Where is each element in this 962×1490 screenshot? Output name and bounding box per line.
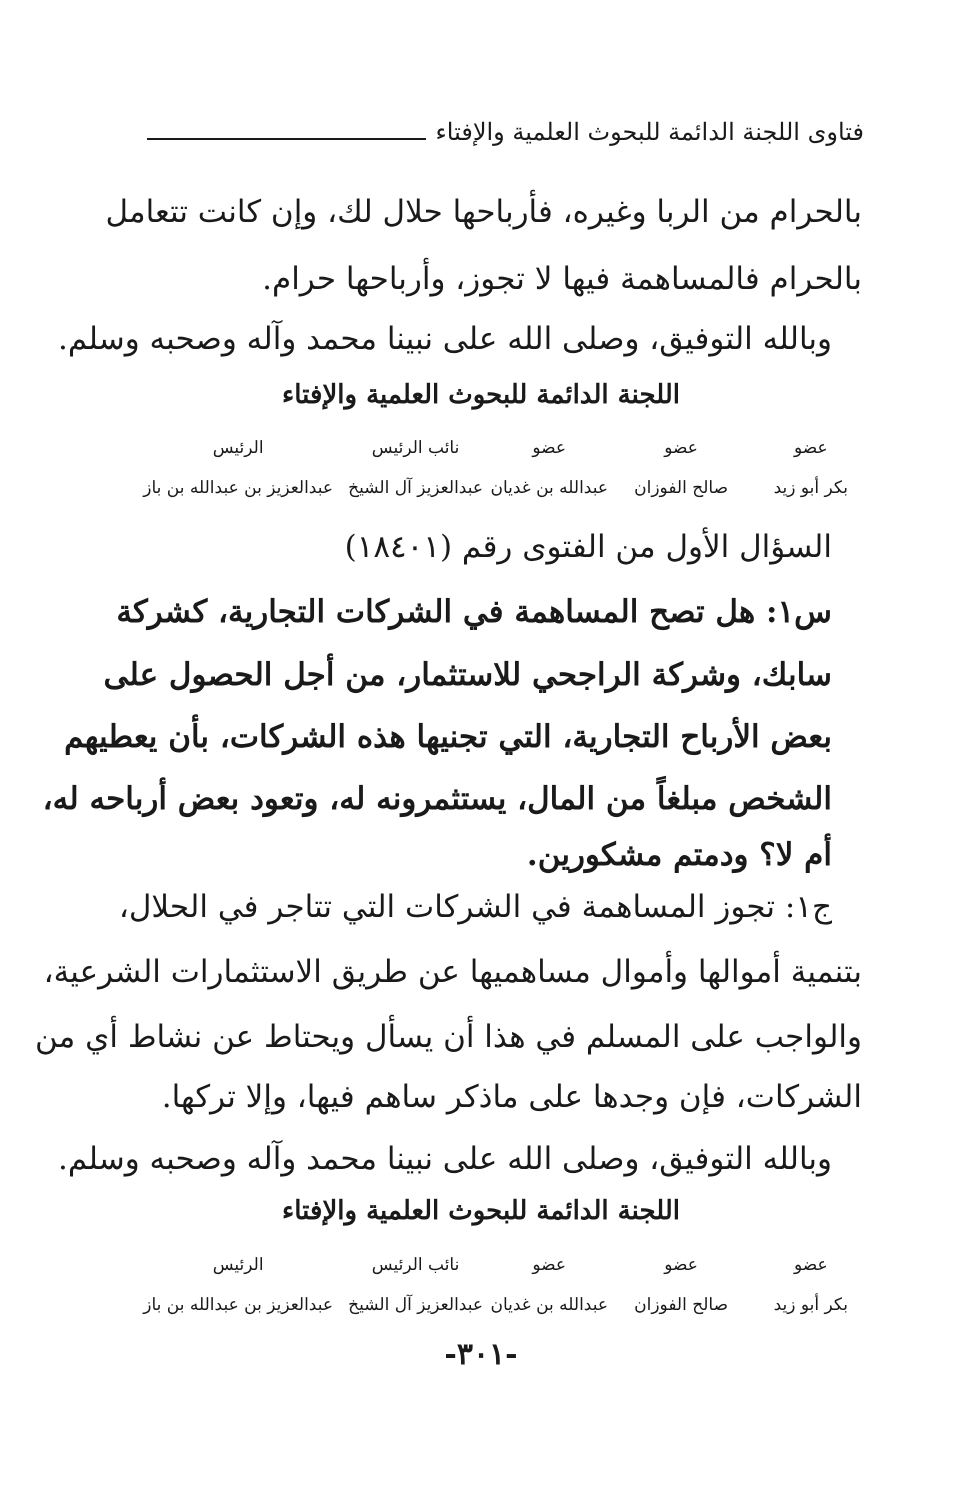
signatory-role: الرئيس [212, 438, 264, 458]
signatory-4 [348, 433, 483, 503]
question-line-4: الشخص مبلغاً من المال، يستثمرونه له، وتعود بعض أرباحه له، [42, 781, 832, 817]
question-line-3: بعض الأرباح التجارية، التي تجنيها هذه الشركات، بأن يعطيهم [64, 719, 832, 755]
question-line-1: س١: هل تصح المساهمة في الشركات التجارية، كشركة [116, 594, 832, 630]
signatory-3 [490, 1250, 608, 1320]
fatwa1-signatories [138, 433, 848, 503]
signatory-1 [774, 1250, 848, 1320]
signatory-role: عضو [664, 438, 698, 458]
answer-line-4: الشركات، فإن وجدها على ماذكر ساهم فيها، وإلا تركها. [161, 1079, 862, 1115]
answer-line-1: ج١: تجوز المساهمة في الشركات التي تتاجر في الحلال، [118, 889, 832, 925]
signatory-role: عضو [793, 1255, 828, 1275]
fatwa2-signatories [138, 1250, 848, 1320]
header-rule [147, 138, 426, 140]
signatory-role: نائب الرئيس [371, 438, 460, 458]
signatory-name: صالح الفوزان [634, 1295, 728, 1315]
signatory-name: عبدالعزيز آل الشيخ [348, 478, 483, 498]
fatwa1-committee-title: اللجنة الدائمة للبحوث العلمية والإفتاء [282, 380, 680, 410]
signatory-4 [348, 1250, 483, 1320]
fatwa2-closing: وبالله التوفيق، وصلى الله على نبينا محمد وآله وصحبه وسلم. [57, 1141, 832, 1177]
signatory-5 [143, 433, 333, 503]
answer-line-2: بتنمية أموالها وأموال مساهميها عن طريق الاستثمارات الشرعية، [43, 954, 862, 990]
signatory-5 [143, 1250, 333, 1320]
fatwa2-committee-title: اللجنة الدائمة للبحوث العلمية والإفتاء [282, 1196, 680, 1226]
fatwa2-heading: السؤال الأول من الفتوى رقم (١٨٤٠١) [344, 529, 832, 565]
signatory-name: عبدالله بن غديان [490, 478, 608, 498]
signatory-name: عبدالله بن غديان [490, 1295, 608, 1315]
signatory-2 [634, 1250, 728, 1320]
fatwa1-closing: وبالله التوفيق، وصلى الله على نبينا محمد وآله وصحبه وسلم. [57, 321, 832, 357]
question-line-2: سابك، وشركة الراجحي للاستثمار، من أجل الحصول على [103, 657, 832, 693]
signatory-role: عضو [532, 1255, 567, 1275]
header-title: فتاوى اللجنة الدائمة للبحوث العلمية والإفتاء [435, 118, 864, 146]
signatory-2 [634, 433, 728, 503]
running-header [147, 112, 864, 152]
signatory-role: نائب الرئيس [371, 1255, 460, 1275]
signatory-name: بكر أبو زيد [773, 1295, 848, 1315]
fatwa1-line-2: بالحرام فالمساهمة فيها لا تجوز، وأرباحها حرام. [262, 261, 862, 297]
question-line-5: أم لا؟ ودمتم مشكورين. [526, 837, 832, 873]
signatory-1 [774, 433, 848, 503]
signatory-name: عبدالعزيز بن عبدالله بن باز [143, 1295, 333, 1315]
fatwa1-line-1: بالحرام من الربا وغيره، فأرباحها حلال لك، وإن كانت تتعامل [105, 194, 862, 230]
signatory-role: عضو [664, 1255, 698, 1275]
signatory-name: صالح الفوزان [634, 478, 728, 498]
signatory-role: عضو [793, 438, 828, 458]
signatory-role: الرئيس [212, 1255, 264, 1275]
signatory-name: بكر أبو زيد [773, 478, 848, 498]
signatory-role: عضو [532, 438, 567, 458]
page-number: -٣٠١- [444, 1337, 518, 1372]
signatory-name: عبدالعزيز آل الشيخ [348, 1295, 483, 1315]
signatory-name: عبدالعزيز بن عبدالله بن باز [143, 478, 333, 498]
answer-line-3: والواجب على المسلم في هذا أن يسأل ويحتاط عن نشاط أي من [35, 1019, 862, 1055]
signatory-3 [490, 433, 608, 503]
